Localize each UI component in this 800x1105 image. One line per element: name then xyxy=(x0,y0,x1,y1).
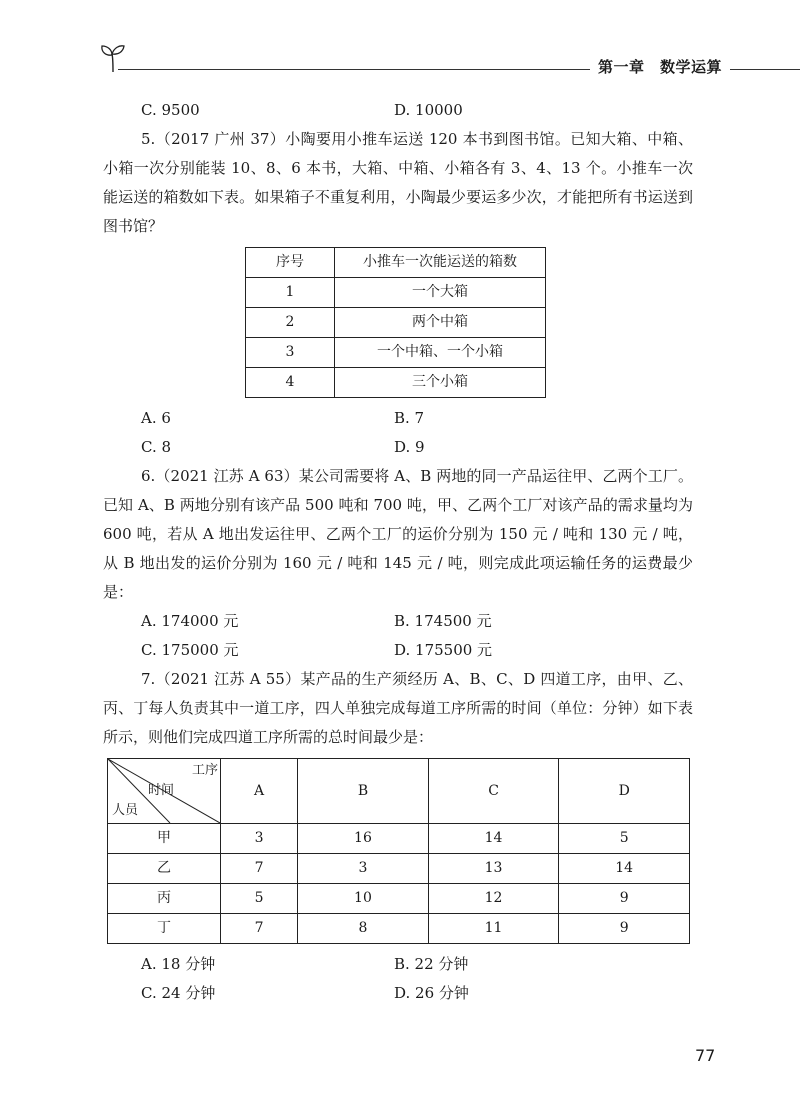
q6-option-a: A. 174000 元 xyxy=(141,612,239,630)
q5-cell-index: 3 xyxy=(246,338,335,368)
q7-cell: 10 xyxy=(298,884,429,914)
q7-cell: 3 xyxy=(298,854,429,884)
q7-cell: 12 xyxy=(428,884,559,914)
q5-option-c: C. 8 xyxy=(141,438,172,456)
chapter-title: 第一章 数学运算 xyxy=(590,56,730,77)
q5-header-boxes: 小推车一次能运送的箱数 xyxy=(335,248,546,278)
page-content xyxy=(103,96,693,1008)
q7-cell: 5 xyxy=(221,884,298,914)
q7-cell: 9 xyxy=(559,914,690,944)
q7-person: 甲 xyxy=(108,824,221,854)
q5-cell-index: 1 xyxy=(246,278,335,308)
q7-col-d: D xyxy=(559,759,690,824)
q7-cell: 14 xyxy=(559,854,690,884)
table-row xyxy=(246,308,546,338)
q7-options-row-2 xyxy=(103,979,693,1008)
q5-header-index: 序号 xyxy=(246,248,335,278)
q7-col-a: A xyxy=(221,759,298,824)
q4-option-c: C. 9500 xyxy=(141,101,200,119)
q7-cell: 5 xyxy=(559,824,690,854)
q7-table xyxy=(107,758,690,944)
q7-person: 乙 xyxy=(108,854,221,884)
q5-cell-boxes: 三个小箱 xyxy=(335,368,546,398)
table-row xyxy=(246,278,546,308)
q7-col-c: C xyxy=(428,759,559,824)
q7-cell: 14 xyxy=(428,824,559,854)
page-number: 77 xyxy=(695,1046,716,1065)
q6-option-c: C. 175000 元 xyxy=(141,641,239,659)
corner-label-process: 工序 xyxy=(192,763,219,778)
header-rule-left xyxy=(118,69,648,70)
q5-cell-boxes: 两个中箱 xyxy=(335,308,546,338)
q7-cell: 3 xyxy=(221,824,298,854)
q7-corner-cell xyxy=(108,759,221,824)
table-row xyxy=(108,884,690,914)
q5-options-row-1 xyxy=(103,404,693,433)
q4-option-d: D. 10000 xyxy=(394,101,463,119)
q7-person: 丁 xyxy=(108,914,221,944)
q5-options-row-2 xyxy=(103,433,693,462)
table-row xyxy=(246,338,546,368)
q7-cell: 16 xyxy=(298,824,429,854)
q5-cell-boxes: 一个中箱、一个小箱 xyxy=(335,338,546,368)
q4-options xyxy=(103,96,693,125)
q7-option-a: A. 18 分钟 xyxy=(141,955,216,973)
table-header-row xyxy=(108,759,690,824)
q7-col-b: B xyxy=(298,759,429,824)
table-header-row xyxy=(246,248,546,278)
q5-text: 5.（2017 广州 37）小陶要用小推车运送 120 本书到图书馆。已知大箱、中箱、小箱一次分别能装 10、8、6 本书，大箱、中箱、小箱各有 3、4、13 个。小推车一次能运送的箱数如下表。如果箱子不重复利用，小陶最少要运多少次，才能把所有书运送到图书馆？ xyxy=(103,130,693,235)
q7-option-d: D. 26 分钟 xyxy=(394,984,469,1002)
q5-option-b: B. 7 xyxy=(394,409,425,427)
q6-text: 6.（2021 江苏 A 63）某公司需要将 A、B 两地的同一产品运往甲、乙两个工厂。已知 A、B 两地分别有该产品 500 吨和 700 吨，甲、乙两个工厂对该产品的需求量均为 600 吨，若从 A 地出发运往甲、乙两个工厂的运价分别为 150 元 / 吨和 130 元 / 吨，从 B 地出发的运价分别为 160 元 / 吨和 145 元 / 吨，则完成此项运输任务的运费最少是： xyxy=(103,467,693,601)
q7-person: 丙 xyxy=(108,884,221,914)
q7-cell: 7 xyxy=(221,914,298,944)
q6-options-row-1 xyxy=(103,607,693,636)
corner-label-time: 时间 xyxy=(148,783,175,798)
q7-option-c: C. 24 分钟 xyxy=(141,984,216,1002)
q7-cell: 11 xyxy=(428,914,559,944)
table-row xyxy=(108,854,690,884)
table-row xyxy=(108,914,690,944)
q6-option-b: B. 174500 元 xyxy=(394,612,492,630)
q5-cell-index: 4 xyxy=(246,368,335,398)
q6-options-row-2 xyxy=(103,636,693,665)
q5-option-a: A. 6 xyxy=(141,409,171,427)
q7-option-b: B. 22 分钟 xyxy=(394,955,469,973)
table-row xyxy=(246,368,546,398)
q7-cell: 9 xyxy=(559,884,690,914)
running-header xyxy=(100,40,720,80)
corner-label-person: 人员 xyxy=(112,803,139,818)
q7-cell: 7 xyxy=(221,854,298,884)
q5-cell-index: 2 xyxy=(246,308,335,338)
q7-options-row-1 xyxy=(103,950,693,979)
q5-cell-boxes: 一个大箱 xyxy=(335,278,546,308)
q6-option-d: D. 175500 元 xyxy=(394,641,493,659)
q7-text: 7.（2021 江苏 A 55）某产品的生产须经历 A、B、C、D 四道工序，由甲、乙、丙、丁每人负责其中一道工序，四人单独完成每道工序所需的时间（单位：分钟）如下表所示，则他们完成四道工序所需的总时间最少是： xyxy=(103,670,693,746)
table-row xyxy=(108,824,690,854)
q7-cell: 8 xyxy=(298,914,429,944)
q5-table xyxy=(245,247,546,398)
q5-option-d: D. 9 xyxy=(394,438,425,456)
q7-cell: 13 xyxy=(428,854,559,884)
